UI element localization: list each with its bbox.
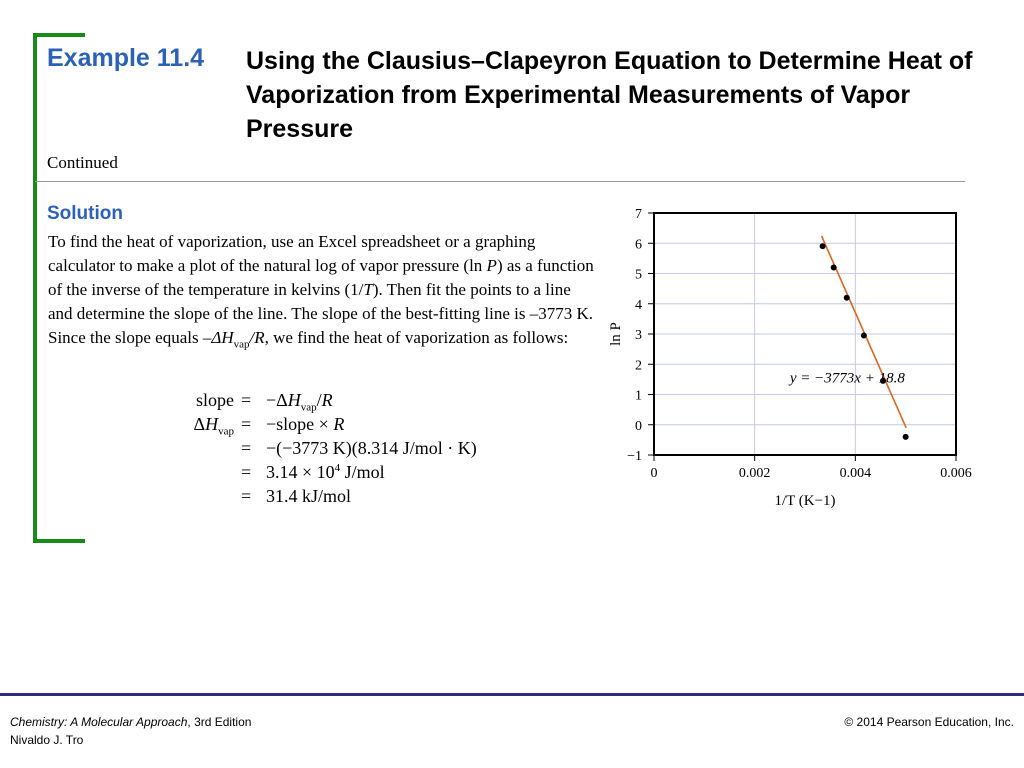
- chart-xlabel: 1/T (K−1): [774, 493, 836, 509]
- chart-fit-equation: y = −3773x + 18.8: [789, 370, 905, 387]
- chart-ytick-label: 0: [635, 418, 642, 434]
- eq-equals: =: [241, 462, 252, 482]
- eq-equals: =: [241, 486, 252, 506]
- para-var-t: T: [363, 280, 373, 299]
- chart-ytick-label: 2: [635, 358, 642, 374]
- footer-rule: [0, 693, 1024, 696]
- continued-label: Continued: [47, 153, 118, 172]
- green-bracket-bottom: [33, 539, 85, 543]
- chart-data-point: [903, 434, 909, 440]
- eq-equals: =: [241, 438, 252, 458]
- solution-heading: Solution: [47, 203, 123, 224]
- eq-equals: =: [241, 390, 252, 410]
- footer-copyright: © 2014 Pearson Education, Inc.: [844, 715, 1014, 729]
- chart-ylabel: ln P: [608, 322, 624, 346]
- chart-ytick-label: 7: [635, 207, 642, 222]
- chart-ytick-label: 4: [635, 297, 642, 313]
- green-bracket-vertical: [33, 33, 37, 543]
- eq-lhs: slope: [196, 390, 234, 410]
- chart-xtick-label: 0.002: [738, 466, 771, 481]
- header-divider: [35, 181, 965, 182]
- para-text: To find the heat of vaporization, use an Excel spreadsheet or a graphing calculator to make a plot of the natural log of vapor pressure (ln: [48, 232, 536, 275]
- para-var-r: /R: [249, 328, 265, 347]
- chart-xtick-label: 0: [650, 466, 658, 481]
- footer-edition: , 3rd Edition: [187, 715, 252, 729]
- para-var-p: P: [486, 256, 497, 275]
- chart-xtick-label: 0.006: [940, 466, 972, 481]
- chart-ytick-label: −1: [627, 449, 642, 464]
- eq-equals: =: [241, 414, 252, 434]
- ln-p-vs-inverse-t-chart: [596, 200, 996, 520]
- chart-ytick-label: 1: [635, 388, 642, 404]
- footer-book: [10, 715, 251, 729]
- chart-ytick-label: 6: [635, 237, 642, 253]
- footer-author: Nivaldo J. Tro: [10, 733, 84, 747]
- para-var-dh: ΔH: [211, 328, 234, 347]
- eq-rhs: 31.4 kJ/mol: [266, 486, 352, 506]
- para-text: ). Then fit the points to a line and determine the slope of the line. The slope of the best-fitting line is –3773 K. Since the slope equals –: [48, 280, 593, 347]
- chart-xtick-label: 0.004: [839, 466, 872, 481]
- chart-data-point: [831, 264, 837, 270]
- eq-rhs: −slope × R: [266, 414, 345, 434]
- chart-ytick-label: 5: [635, 267, 642, 283]
- page-title: Using the Clausius–Clapeyron Equation to Determine Heat of Vaporization from Experimental Measurements of Vapor Pressure: [246, 47, 973, 143]
- footer-book-title: Chemistry: A Molecular Approach: [10, 715, 188, 729]
- para-text: ) as a function of the inverse of the temperature in kelvins (1/: [48, 256, 594, 299]
- eq-rhs: $3.14 \times 10^4$ J/mol: [266, 462, 385, 482]
- chart-data-point: [844, 295, 850, 301]
- eq-rhs: $-\Delta H_{vap}/R$: [266, 390, 333, 414]
- eq-rhs: −(−3773 K)(8.314 J/mol · K): [266, 438, 477, 458]
- para-sub-vap: vap: [233, 338, 250, 351]
- solution-paragraph: [48, 230, 596, 356]
- green-bracket-top: [33, 33, 85, 37]
- chart-data-point: [820, 243, 826, 249]
- para-text: , we find the heat of vaporization as follows:: [264, 328, 569, 347]
- chart-ytick-label: 3: [635, 328, 642, 343]
- example-label: Example 11.4: [47, 44, 205, 72]
- eq-lhs: $\Delta H_{vap}$: [193, 414, 234, 438]
- chart-data-point: [861, 333, 867, 339]
